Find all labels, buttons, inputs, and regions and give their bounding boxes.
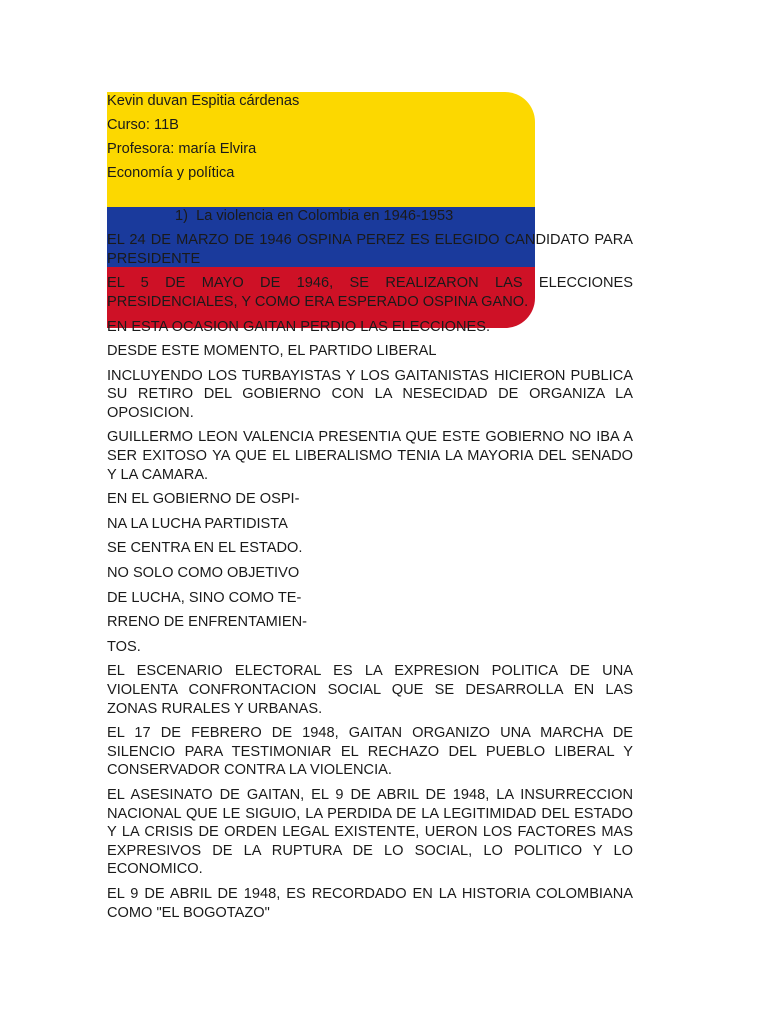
narrow-line: SE CENTRA EN EL ESTADO. <box>107 540 303 557</box>
narrow-line: DE LUCHA, SINO COMO TE- <box>107 589 302 606</box>
teacher-label: Profesora: maría Elvira <box>107 140 257 157</box>
document-page <box>107 92 633 928</box>
narrow-line: TOS. <box>107 638 141 655</box>
paragraph: EL 24 DE MARZO DE 1946 OSPINA PEREZ ES ELEGIDO CANDIDATO PARA PRESIDENTE <box>107 232 633 267</box>
paragraph: INCLUYENDO LOS TURBAYISTAS Y LOS GAITANISTAS HICIERON PUBLICA SU RETIRO DEL GOBIERNO CON LA NESECIDAD DE ORGANIZA LA OPOSICION. <box>107 367 633 421</box>
narrow-line: RRENO DE ENFRENTAMIEN- <box>107 614 307 631</box>
paragraph: EL 5 DE MAYO DE 1946, SE REALIZARON LAS ELECCIONES PRESIDENCIALES, Y COMO ERA ESPERADO OSPINA GANO. <box>107 275 633 310</box>
section-heading <box>107 207 633 226</box>
narrow-line: NO SOLO COMO OBJETIVO <box>107 565 300 582</box>
paragraph: GUILLERMO LEON VALENCIA PRESENTIA QUE ESTE GOBIERNO NO IBA A SER EXITOSO YA QUE EL LIBERALISMO TENIA LA MAYORIA DEL SENADO Y LA CAMARA. <box>107 429 633 483</box>
section-number: 1) <box>175 207 188 224</box>
paragraph: EL 9 DE ABRIL DE 1948, ES RECORDADO EN LA HISTORIA COLOMBIANA COMO "EL BOGOTAZO" <box>107 885 633 921</box>
paragraph: EL ESCENARIO ELECTORAL ES LA EXPRESION POLITICA DE UNA VIOLENTA CONFRONTACION SOCIAL QUE SE DESARROLLA EN LAS ZONAS RURALES Y URBANAS. <box>107 663 633 717</box>
paragraph: EL 17 DE FEBRERO DE 1948, GAITAN ORGANIZO UNA MARCHA DE SILENCIO PARA TESTIMONIAR EL RECHAZO DEL PUEBLO LIBERAL Y CONSERVADOR CONTRA LA VIOLENCIA. <box>107 725 633 779</box>
author-name: Kevin duvan Espitia cárdenas <box>107 93 300 109</box>
course-label: Curso: 11B <box>107 116 179 133</box>
paragraph: EN ESTA OCASION GAITAN PERDIO LAS ELECCIONES. <box>107 318 491 335</box>
narrow-line: EN EL GOBIERNO DE OSPI- <box>107 491 300 508</box>
paragraph: DESDE ESTE MOMENTO, EL PARTIDO LIBERAL <box>107 343 437 360</box>
paragraph: EL ASESINATO DE GAITAN, EL 9 DE ABRIL DE 1948, LA INSURRECCION NACIONAL QUE LE SIGUIO, LA PERDIDA DE LA LEGITIMIDAD DEL ESTADO Y LA CRISIS DE ORDEN LEGAL EXISTENTE, UERON LOS FACTORES MAS EXPRESIVOS DE LA RUPTURA DE LO SOCIAL, LO POLITICO Y LO ECONOMICO. <box>107 786 633 878</box>
narrow-line: NA LA LUCHA PARTIDISTA <box>107 515 288 532</box>
subject-label: Economía y política <box>107 164 235 181</box>
section-title: La violencia en Colombia en 1946-1953 <box>196 207 454 224</box>
